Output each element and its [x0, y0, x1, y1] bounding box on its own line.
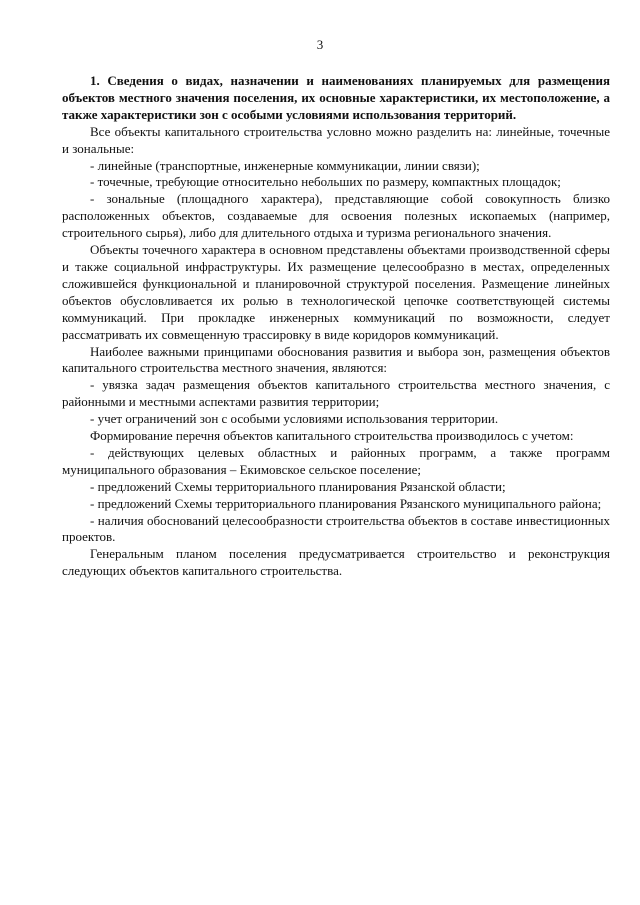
paragraph-intro: Все объекты капитального строительства условно можно разделить на: линейные, точечные и зональные:	[62, 123, 610, 156]
document-body	[62, 73, 610, 580]
list-item-restrictions: - учет ограничений зон с особыми условиями использования территории.	[90, 411, 499, 427]
list-item-regional-scheme: - предложений Схемы территориального планирования Рязанской области;	[90, 478, 506, 494]
list-item-point: - точечные, требующие относительно небольших по размеру, компактных площадок;	[90, 174, 561, 190]
paragraph-point-objects: Объекты точечного характера в основном представлены объектами производственной сферы и также социальной инфраструктуры. Их размещение целесообразно в местах, определенных сложившейся функциональной и планировочной структурой поселения. Размещение линейных объектов обусловливается их ролью в технологической цепочке соответствующей системы коммуникаций. При прокладке инженерных коммуникаций по возможности, следует рассматривать их совмещенную трассировку в виде коридоров коммуникаций.	[62, 242, 610, 342]
list-item-investment: - наличия обоснований целесообразности строительства объектов в составе инвестиционных проектов.	[62, 512, 610, 545]
list-item-linear: - линейные (транспортные, инженерные коммуникации, линии связи);	[90, 157, 480, 173]
section-heading: 1. Сведения о видах, назначении и наименованиях планируемых для размещения объектов местного значения поселения, их основные характеристики, их местоположение, а также характеристики зон с особыми условиями использования территорий.	[62, 73, 610, 122]
paragraph-formation: Формирование перечня объектов капитального строительства производилось с учетом:	[90, 428, 574, 444]
list-item-programs: - действующих целевых областных и районных программ, а также программ муниципального образования – Екимовское сельское поселение;	[62, 444, 610, 477]
list-item-district-scheme: - предложений Схемы территориального планирования Рязанского муниципального района;	[90, 495, 602, 511]
page-number: 3	[316, 37, 324, 52]
paragraph-general-plan: Генеральным планом поселения предусматривается строительство и реконструкция следующих объектов капитального строительства.	[62, 546, 610, 579]
paragraph-principles: Наиболее важными принципами обоснования развития и выбора зон, размещения объектов капитального строительства местного значения, являются:	[62, 343, 610, 376]
list-item-linking: - увязка задач размещения объектов капитального строительства местного значения, с районными и местными аспектами развития территории;	[62, 377, 610, 410]
list-item-zonal: - зональные (площадного характера), представляющие собой совокупность близко расположенных объектов, создаваемые для освоения полезных ископаемых (например, строительного сырья), либо для длительного отдыха и туризма регионального значения.	[62, 191, 610, 241]
